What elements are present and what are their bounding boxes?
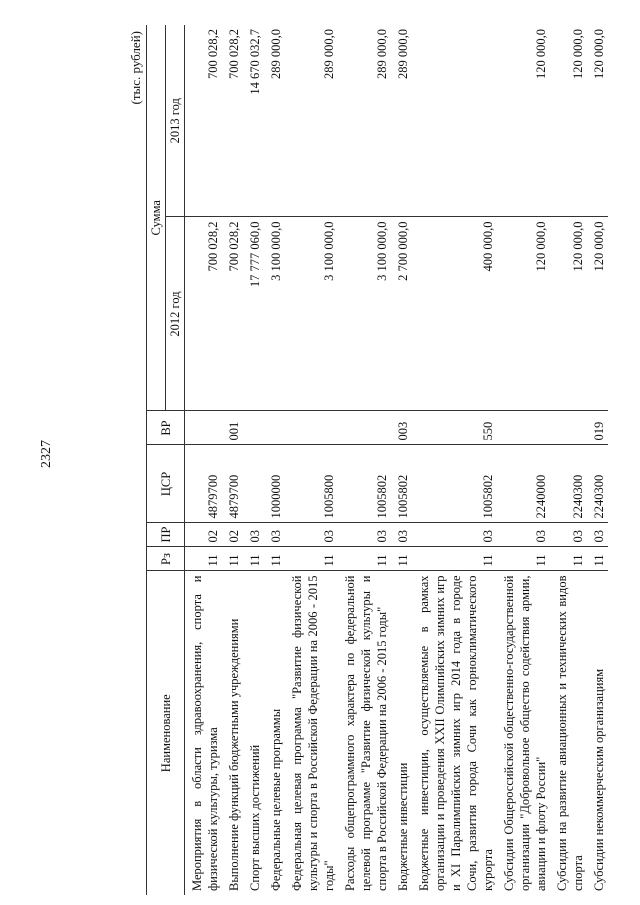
header-csr: ЦСР [147, 445, 185, 523]
table-body [185, 25, 609, 895]
table-row [497, 25, 550, 895]
cell-csr: 2240300 [550, 445, 587, 523]
cell-pr: 03 [264, 523, 285, 547]
cell-vr [185, 411, 223, 445]
cell-name: Субсидии на развитие авиационных и технических видов спорта [550, 571, 587, 895]
cell-y2012: 17 777 060,0 [243, 217, 264, 411]
cell-name: Субсидии некоммерческим организациям [587, 571, 608, 895]
cell-vr: 550 [412, 411, 497, 445]
cell-name: Субсидии Общероссийской общественно-государственной организации "Добровольное общество содействия армии, авиации и флоту России" [497, 571, 550, 895]
cell-vr [285, 411, 338, 445]
cell-pr: 03 [243, 523, 264, 547]
cell-pr: 03 [285, 523, 338, 547]
cell-csr: 1005800 [285, 445, 338, 523]
header-name: Наименование [147, 571, 185, 895]
table-row [391, 25, 412, 895]
cell-y2013: 289 000,0 [396, 29, 410, 79]
cell-csr: 1005802 [412, 445, 497, 523]
cell-y2012: 700 028,2 [185, 217, 223, 411]
cell-pr: 02 [185, 523, 223, 547]
budget-table [146, 25, 608, 895]
cell-csr: 2240300 [587, 445, 608, 523]
cell-vr [338, 411, 391, 445]
table-row [412, 25, 497, 895]
cell-name: Расходы общепрограммного характера по федеральной целевой программе "Развитие физической культуры и спорта в Российской Федерации на 2006 - 2015 годы" [338, 571, 391, 895]
cell-y2012: 3 100 000,0 [338, 217, 391, 411]
table-row [243, 25, 264, 895]
cell-y2013: 14 670 032,7 [248, 29, 262, 95]
cell-vr [497, 411, 550, 445]
cell-vr [550, 411, 587, 445]
cell-csr: 4879700 [185, 445, 223, 523]
table-row [587, 25, 608, 895]
cell-rz: 11 [264, 547, 285, 571]
cell-y2012: 3 100 000,0 [264, 217, 285, 411]
header-vr: ВР [147, 411, 185, 445]
cell-rz: 11 [338, 547, 391, 571]
cell-y2013: 120 000,0 [571, 29, 585, 79]
cell-pr: 03 [497, 523, 550, 547]
units-note: (тыс. рублей) [128, 31, 143, 105]
cell-name: Бюджетные инвестиции, осуществляемые в рамках организации и проведения XXII Олимпийских зимних игр и XI Паралимпийских зимних игр 2014 года в городе Сочи, развития города Сочи как горноклиматического курорта [412, 571, 497, 895]
header-year-2013: 2013 год [166, 25, 185, 217]
table-row [338, 25, 391, 895]
table-row [285, 25, 338, 895]
header-row [147, 25, 166, 895]
cell-rz: 11 [185, 547, 223, 571]
cell-rz: 11 [285, 547, 338, 571]
cell-y2012: 120 000,0 [497, 217, 550, 411]
cell-y2013: 289 000,0 [375, 29, 389, 79]
cell-rz: 11 [391, 547, 412, 571]
cell-y2012: 120 000,0 [550, 217, 587, 411]
cell-vr: 003 [391, 411, 412, 445]
cell-csr [243, 445, 264, 523]
cell-pr: 02 [222, 523, 243, 547]
cell-pr: 03 [587, 523, 608, 547]
cell-name: Федеральная целевая программа "Развитие физической культуры и спорта в Российской Федерации на 2006 - 2015 годы" [285, 571, 338, 895]
header-rz: Рз [147, 547, 185, 571]
cell-y2013: 120 000,0 [592, 29, 606, 79]
cell-pr: 03 [412, 523, 497, 547]
cell-y2012: 2 700 000,0 [391, 217, 412, 411]
header-pr: ПР [147, 523, 185, 547]
cell-rz: 11 [222, 547, 243, 571]
cell-name: Бюджетные инвестиции [391, 571, 412, 895]
cell-name: Мероприятия в области здравоохранения, спорта и физической культуры, туризма [185, 571, 223, 895]
cell-y2013 [412, 25, 497, 217]
cell-y2012: 3 100 000,0 [285, 217, 338, 411]
cell-pr: 03 [338, 523, 391, 547]
cell-y2012: 400 000,0 [412, 217, 497, 411]
cell-y2013: 289 000,0 [322, 29, 336, 79]
cell-rz: 11 [412, 547, 497, 571]
cell-y2013: 700 028,2 [227, 29, 241, 79]
cell-csr: 1005802 [391, 445, 412, 523]
cell-y2013: 700 028,2 [206, 29, 220, 79]
cell-vr: 019 [587, 411, 608, 445]
cell-pr: 03 [550, 523, 587, 547]
cell-y2013: 289 000,0 [269, 29, 283, 79]
table-row [264, 25, 285, 895]
cell-pr: 03 [391, 523, 412, 547]
cell-rz: 11 [587, 547, 608, 571]
header-year-2012: 2012 год [166, 217, 185, 411]
table-row [550, 25, 587, 895]
cell-vr [264, 411, 285, 445]
budget-table-container [126, 25, 606, 895]
table-row [222, 25, 243, 895]
cell-name: Выполнение функций бюджетными учреждениями [222, 571, 243, 895]
cell-name: Федеральные целевые программы [264, 571, 285, 895]
table-row [185, 25, 223, 895]
cell-y2012: 700 028,2 [222, 217, 243, 411]
cell-csr: 2240000 [497, 445, 550, 523]
cell-name: Спорт высших достижений [243, 571, 264, 895]
cell-csr: 1005802 [338, 445, 391, 523]
cell-csr: 4879700 [222, 445, 243, 523]
cell-y2012: 120 000,0 [587, 217, 608, 411]
cell-vr: 001 [222, 411, 243, 445]
page-number: 2327 [39, 440, 54, 468]
cell-rz: 11 [497, 547, 550, 571]
cell-vr [243, 411, 264, 445]
cell-rz: 11 [550, 547, 587, 571]
cell-y2013: 120 000,0 [534, 29, 548, 79]
cell-rz: 11 [243, 547, 264, 571]
header-sum: Сумма [147, 25, 166, 411]
cell-csr: 1000000 [264, 445, 285, 523]
